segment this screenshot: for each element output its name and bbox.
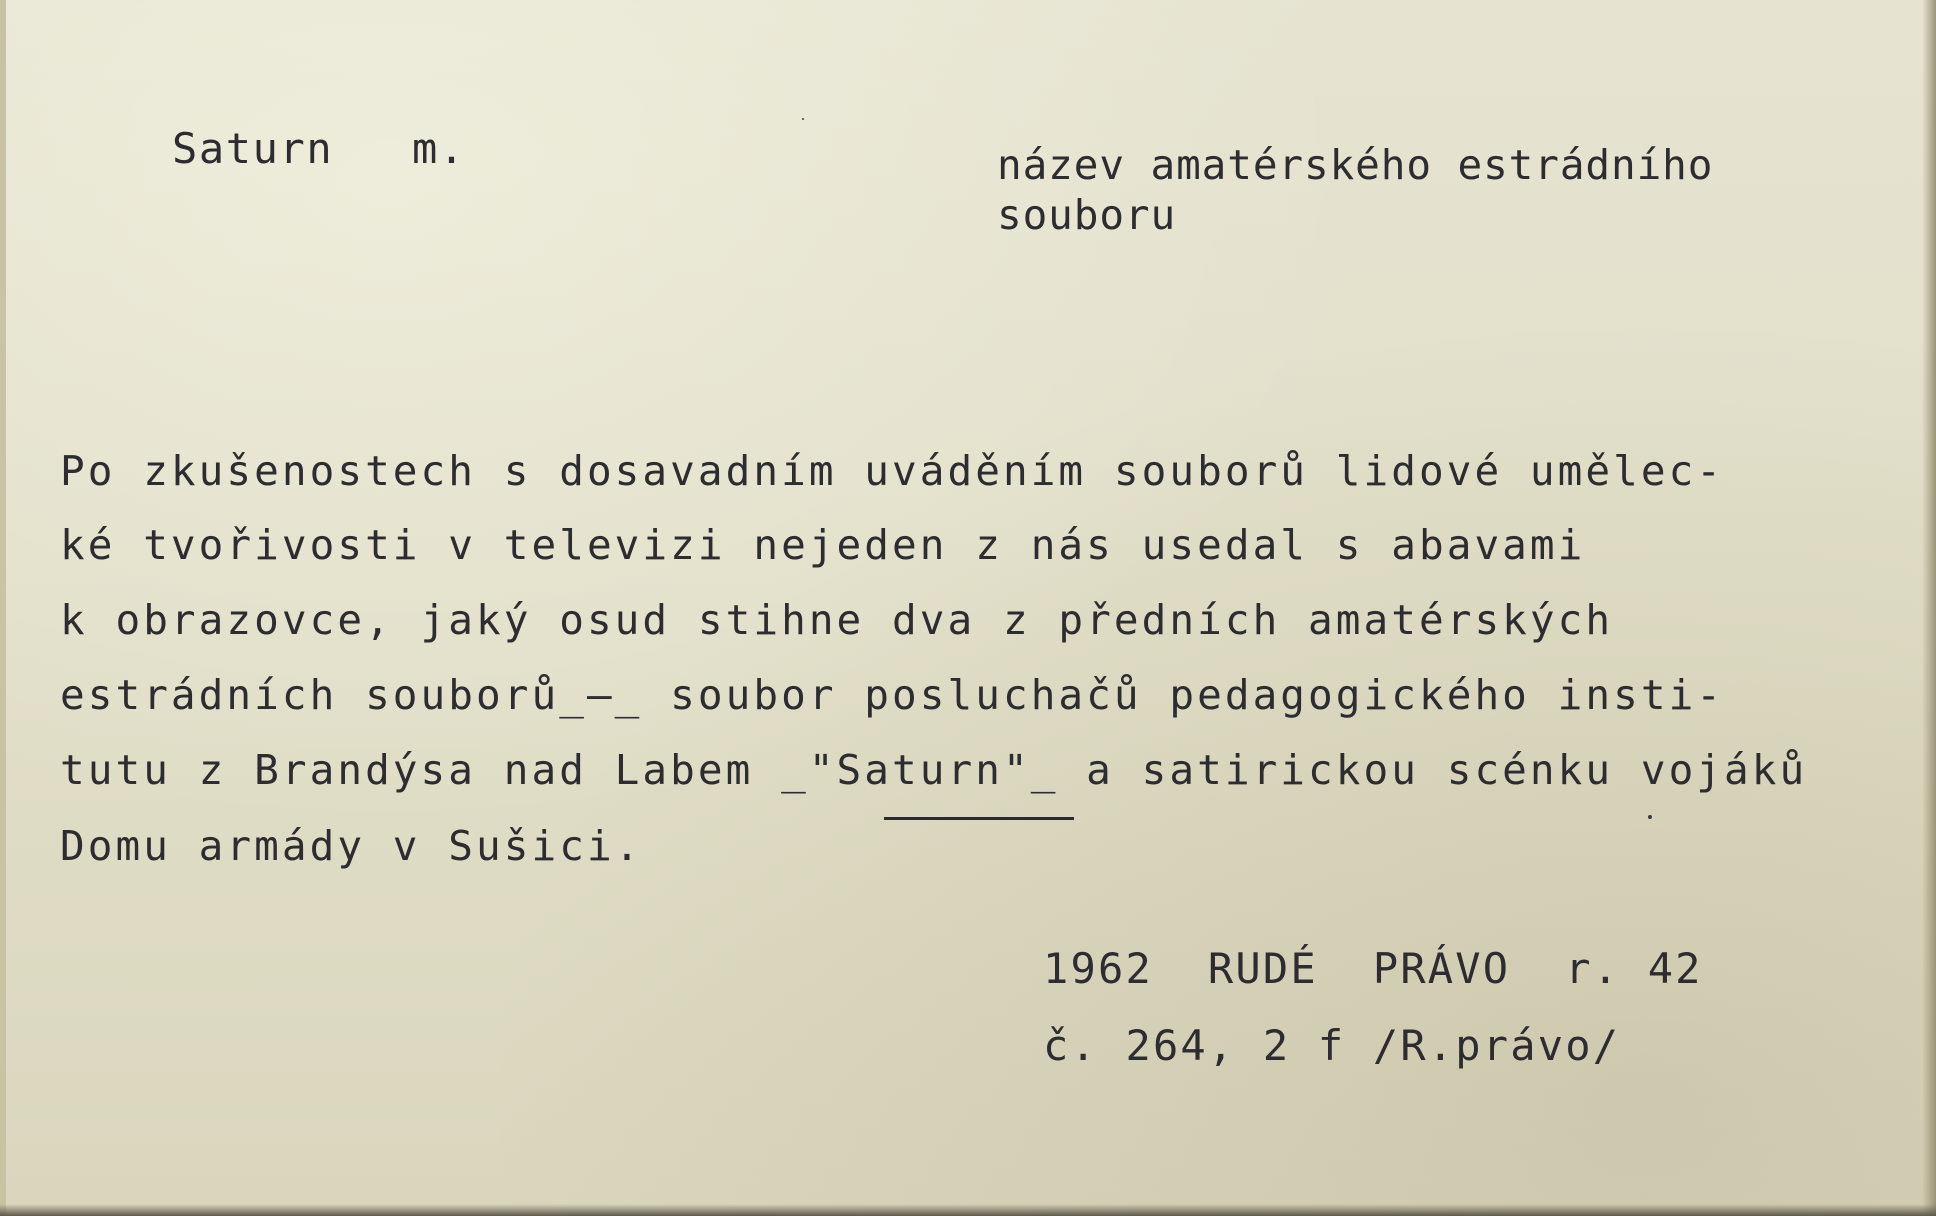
citation-line: estrádních souborů_–_ soubor posluchačů pedagogického insti- [60, 671, 1725, 719]
card-left-edge [0, 0, 6, 1216]
card-right-edge [1922, 0, 1936, 1216]
citation-line: Domu armády v Sušici. [60, 822, 643, 870]
definition-line: název amatérského estrádního [997, 141, 1714, 189]
paper-speck [1648, 815, 1652, 819]
citation-line: tutu z Brandýsa nad Labem _"Saturn"_ a satirickou scénku vojáků [60, 746, 1808, 794]
definition-line: souboru [997, 191, 1177, 239]
citation-line: Po zkušenostech s dosavadním uváděním souborů lidové umělec- [60, 447, 1725, 495]
paper-speck [802, 118, 804, 120]
citation-line: ké tvořivosti v televizi nejeden z nás usedal s abavami [60, 521, 1586, 569]
source-reference: 1962 RUDÉ PRÁVO r. 42 [1043, 944, 1703, 993]
headword: Saturn [172, 124, 334, 173]
source-reference: č. 264, 2 f /R.právo/ [1043, 1021, 1621, 1070]
card-bottom-edge [0, 1204, 1936, 1216]
handwritten-underline [884, 817, 1074, 820]
citation-line: k obrazovce, jaký osud stihne dva z předních amatérských [60, 596, 1614, 644]
grammar-label: m. [412, 124, 466, 173]
